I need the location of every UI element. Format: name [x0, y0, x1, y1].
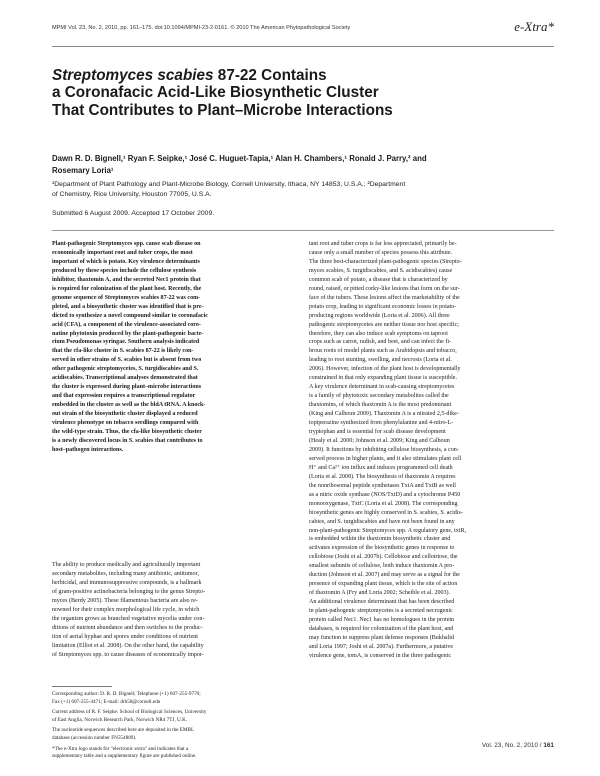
title-line-3: That Contributes to Plant–Microbe Interactions — [52, 101, 393, 119]
footer-volume-info: Vol. 23, No. 2, 2010 / — [481, 742, 544, 749]
header-divider — [52, 46, 554, 47]
abstract-line: inhibitor, thaxtomin A, and the secreted Nec1 protein that — [52, 276, 201, 283]
abstract-line: that the cfa-like cluster in S. scabies 87-22 is likely con- — [52, 348, 194, 355]
body-text-line: The three best-characterized plant-pathogenic species (Strepto- — [309, 258, 462, 265]
body-text-line: (Loria et al. 2008). The biosynthesis of thaxtomin A requires — [309, 473, 456, 480]
abstract-line: pleted, and a biosynthetic cluster was identified that is pre- — [52, 303, 204, 310]
body-text-line: as a nitric oxide synthase (NOS/TxtD) and a cytochrome P450 — [309, 491, 461, 498]
body-text-line: A key virulence determinant in scab-causing streptomycetes — [309, 384, 455, 391]
body-text-line: databases, is required for colonization of the plant host, and — [309, 625, 454, 632]
body-text-line: of Streptomyces spp. to cause diseases of economically impor- — [52, 651, 204, 658]
abstract-line: dicted to synthesize a novel compound similar to coronafacic — [52, 312, 208, 319]
body-text-line: therefore, they can also induce scab symptoms on taproot — [309, 330, 448, 337]
author-line: Rosemary Loria¹ — [52, 166, 114, 175]
body-text-line: is embedded within the thaxtomin biosynthetic cluster and — [309, 536, 451, 543]
body-text-line: crops such as carrot, radish, and beet, and can infect the fi- — [309, 339, 452, 346]
body-text-line: tion of aerial hyphae and spores under conditions of nutrient — [52, 633, 198, 640]
body-text-line: pathogenic streptomycetes are neither tissue nor host specific; — [309, 321, 459, 328]
body-text-line: myces (Berdy 2005). These filamentous bacteria are also re- — [52, 597, 198, 604]
page-number: 161 — [543, 742, 554, 749]
body-text-line: 2009). It functions by inhibiting cellulose biosynthesis, a con- — [309, 446, 459, 453]
footnote-divider — [52, 686, 112, 687]
abstract-line: is a newly discovered locus in S. scabies that contributes to — [52, 437, 203, 444]
body-text-line: face of the tubers. These lesions affect the marketability of the — [309, 294, 460, 301]
abstract-line: and that expression requires a transcriptional regulator — [52, 393, 196, 400]
introduction-column-left — [52, 561, 290, 659]
title-line-2: a Coronafacic Acid-Like Biosynthetic Cluster — [52, 84, 379, 102]
footnote-corresponding-author: Fax (+1) 607-255-4471; E-mail: drb58@cornell.edu — [52, 698, 161, 705]
body-text-line: cellobiose (Joshi et al. 2007b). Cellobiose and cellotriose, the — [309, 554, 458, 561]
body-text-line: presence of expanding plant tissue, which is the site of action — [309, 581, 458, 588]
abstract-line: acid (CFA), a component of the virulence-associated coro- — [52, 321, 201, 328]
author-list — [52, 153, 552, 177]
abstract-line: genome sequence of Streptomyces scabies 87-22 was com- — [52, 294, 201, 301]
body-text-line: potato crop, leading to significant economic losses in potato- — [309, 303, 457, 310]
body-text-line: An additional virulence determinant that has been described — [309, 599, 455, 606]
body-text-line: 2006). However, infection of the plant host is developmentally — [309, 366, 461, 373]
abstract-line: produced by these species include the cellulose synthesis — [52, 267, 197, 274]
title-line-1-rest: 87-22 Contains — [213, 67, 327, 84]
abstract — [52, 240, 290, 455]
footnote-e-xtra-note: supplementary table and a supplementary figure are published online. — [52, 753, 197, 760]
body-text-line: activates expression of the biosynthetic genes in response to — [309, 545, 455, 552]
body-text-line: topiperazine synthesized from phenylalanine and 4-nitro-L- — [309, 420, 454, 427]
body-text-line: monooxygenase, TxtC (Loria et al. 2008). The corresponding — [309, 500, 458, 507]
title-species-name: Streptomyces scabies — [52, 67, 214, 84]
body-text-line: cabies, and S. turgidiscabies and have not been found in any — [309, 518, 455, 525]
body-text-line: brous roots of model plants such as Arabidopsis and tobacco, — [309, 348, 457, 355]
footnote-current-address: of East Anglia, Norwich Research Park, Norwich NR4 7TJ, U.K. — [52, 716, 188, 723]
abstract-line: served in other strains of S. scabies but is absent from two — [52, 357, 202, 364]
author-line: Dawn R. D. Bignell,¹ Ryan F. Seipke,¹ José C. Huguet-Tapia,¹ Alan H. Chambers,¹ Ronald J. Parry,² and — [52, 154, 427, 163]
abstract-line: other pathogenic streptomycetes, S. turgidiscabies and S. — [52, 366, 199, 373]
abstract-line: acidiscabies. Transcriptional analyses demonstrated that — [52, 375, 198, 382]
body-text-line: ditions of nutrient abundance and then switches to the produc- — [52, 624, 203, 631]
footnote-corresponding-author: Corresponding author: D. R. D. Bignell; Telephone (+1) 607-255-9770; — [52, 691, 201, 697]
body-text-line: non-plant-pathogenic Streptomyces spp. A regulatory gene, txtR, — [309, 527, 467, 534]
abstract-line: out strain of the biosynthetic cluster displayed a reduced — [52, 411, 198, 418]
body-text-line: producing regions worldwide (Loria et al. 2006). All three — [309, 312, 450, 319]
body-text-line: tryptophan and is essential for scab disease development — [309, 429, 446, 436]
body-text-line: duction (Johnson et al. 2007) and may serve as a signal for the — [309, 572, 460, 579]
body-text-line: leading to root stunting, swelling, and necrosis (Loria et al. — [309, 357, 452, 364]
body-text-line: (King and Calhoun 2009). Thaxtomin A is a nitrated 2,5-dike- — [309, 411, 459, 418]
abstract-line: host–pathogen interactions. — [52, 446, 124, 453]
body-text-line: The ability to produce medically and agriculturally important — [52, 562, 201, 568]
body-text-line: tant root and tuber crops is far less appreciated, primarily be- — [309, 241, 457, 247]
abstract-line: Plant-pathogenic Streptomyces spp. cause scab disease on — [52, 241, 201, 247]
footnote-e-xtra-note: *The e-Xtra logo stands for "electronic extra" and indicates that a — [52, 745, 189, 752]
body-text-line: may function to suppress plant defense responses (Bukhalid — [309, 634, 454, 641]
body-column-right — [309, 240, 547, 661]
body-text-line: secondary metabolites, including many antibiotic, antitumor, — [52, 570, 199, 577]
body-text-line: is a family of phytotoxic secondary metabolites called the — [309, 393, 449, 400]
body-text-line: biosynthetic genes are highly conserved in S. scabies, S. acidis- — [309, 509, 463, 516]
affiliation-line: ¹Department of Plant Pathology and Plant-Microbe Biology, Cornell University, Ithaca, NY 14853, U.S.A.; ²Department — [52, 181, 406, 188]
body-text-line: of gram-positive actinobacteria belonging to the genus Strepto- — [52, 588, 205, 595]
article-title — [52, 67, 492, 119]
abstract-line: economically important root and tuber crops, the most — [52, 249, 193, 256]
abstract-line: the wild-type strain. Thus, the cfa-like biosynthetic cluster — [52, 429, 202, 436]
body-text-line: myces scabies, S. turgidiscabies, and S. acidiscabies) cause — [309, 267, 453, 274]
body-text-line: virulence gene, tomA, is conserved in the three pathogenic — [309, 652, 452, 659]
footnote-nucleotide-sequences: The nucleotide sequences described here are deposited in the EMBL — [52, 727, 195, 734]
abstract-line: natine phytotoxin produced by the plant-pathogenic bacte- — [52, 330, 204, 337]
section-divider — [52, 230, 554, 231]
footnotes — [52, 691, 290, 761]
body-text-line: constrained in that only expanding plant tissue is susceptible. — [309, 375, 457, 382]
abstract-line: the cluster is expressed during plant–microbe interactions — [52, 384, 202, 391]
body-text-line: in plant-pathogenic streptomycetes is a secreted necrogenic — [309, 608, 453, 615]
body-text-line: limitation (Elliot et al. 2008). On the other hand, the capability — [52, 642, 204, 649]
body-text-line: protein called Nec1. Nec1 has no homologues in the protein — [309, 617, 455, 624]
body-text-line: the nonribosomal peptide synthetases TxtA and TxtB as well — [309, 482, 456, 489]
body-text-line: served process in higher plants, and it also stimulates plant cell — [309, 455, 462, 462]
abstract-line: virulence phenotype on tobacco seedlings compared with — [52, 420, 199, 427]
abstract-line: is required for colonization of the plant host. Recently, the — [52, 285, 202, 292]
affiliations — [52, 180, 552, 201]
abstract-line: important of which is potato. Key virulence determinants — [52, 258, 200, 265]
body-text-line: common scab of potato, a disease that is characterized by — [309, 276, 448, 283]
footnote-current-address: Current address of R. F. Seipke: School of Biological Sciences, University — [52, 709, 207, 716]
footnote-nucleotide-sequences: database (accession number FN554889). — [52, 734, 137, 741]
body-text-line: smallest subunits of cellulose, both induce thaxtomin A pro- — [309, 563, 455, 570]
abstract-line: embedded in the cluster as well as the bldA tRNA. A knock- — [52, 402, 206, 409]
body-text-line: and Loria 1997; Joshi et al. 2007a). Furthermore, a putative — [309, 643, 454, 650]
title-line-1 — [52, 67, 492, 84]
body-text-line: thaxtomins, of which thaxtomin A is the most predominant — [309, 402, 452, 409]
body-text-line: of thaxtomin A (Fry and Loria 2002; Scheible et al. 2003). — [309, 590, 451, 597]
body-text-line: H⁺ and Ca²⁺ ion influx and induces programmed cell death — [309, 464, 453, 471]
body-text-line: round, raised, or pitted corky-like lesions that form on the sur- — [309, 285, 460, 292]
submission-dates: Submitted 6 August 2009. Accepted 17 October 2009. — [52, 210, 215, 217]
e-xtra-logo: e-Xtra* — [514, 19, 554, 34]
body-text-line: nowned for their complex morphological life cycle, in which — [52, 606, 200, 613]
body-text-line: cause only a small number of species possess this attribute. — [309, 249, 453, 256]
abstract-line: rium Pseudomonas syringae. Southern analysis indicated — [52, 339, 200, 346]
journal-header-line: MPMI Vol. 23, No. 2, 2010, pp. 161–175. doi:10.1094/MPMI-23-2-0161. © 2010 The American Phytopathological Society — [52, 25, 351, 31]
affiliation-line: of Chemistry, Rice University, Houston 77005, U.S.A. — [52, 191, 212, 199]
body-text-line: the organism grows as branched vegetative mycelia under con- — [52, 615, 205, 622]
body-text-line: herbicidal, and immunosuppressive compounds, is a hallmark — [52, 579, 202, 586]
page-footer — [482, 742, 554, 749]
body-text-line: (Healy et al. 2000; Johnson et al. 2009; King and Calhoun — [309, 437, 450, 444]
